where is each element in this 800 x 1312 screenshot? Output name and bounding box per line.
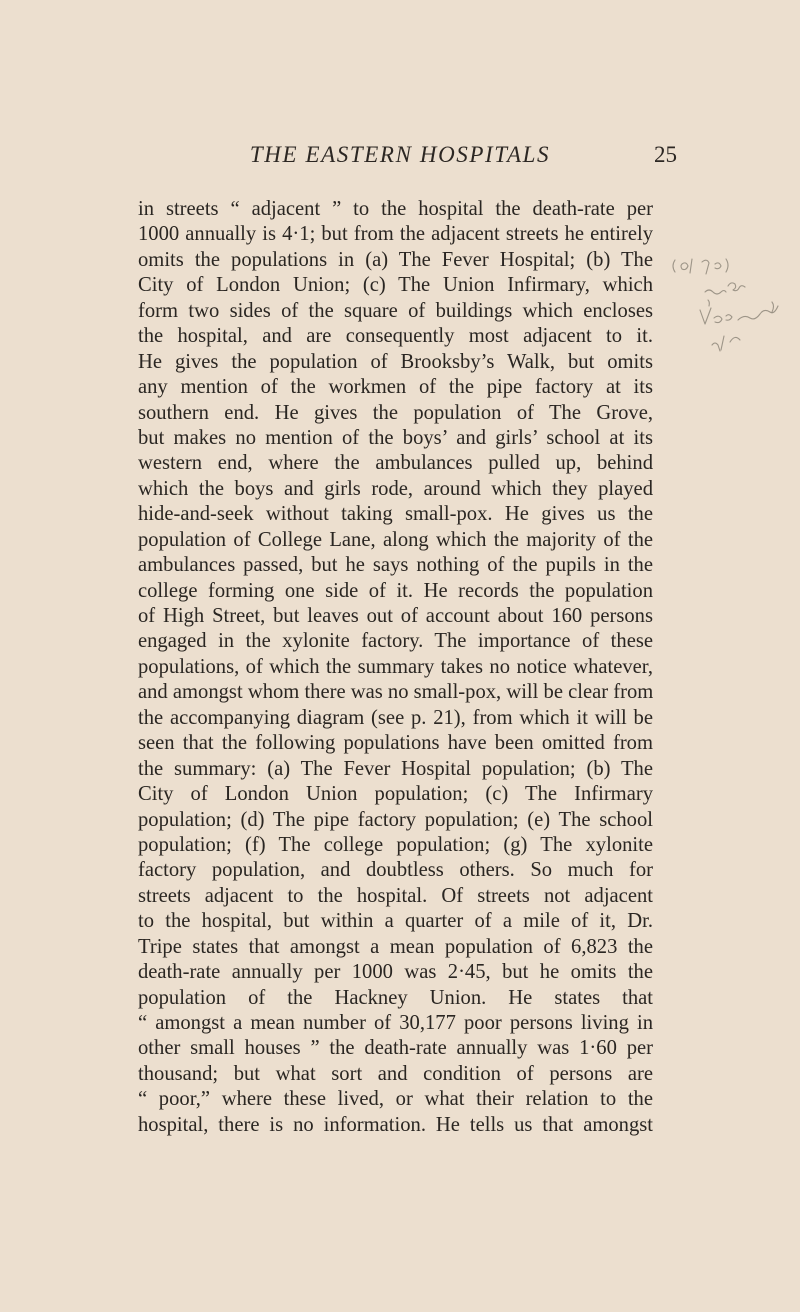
text-line: and amongst whom there was no small-pox, will be clear from bbox=[138, 681, 654, 704]
text-line: college forming one side of it. He records the population bbox=[138, 579, 653, 602]
text-line: death-rate annually per 1000 was 2·45, but he omits the bbox=[138, 961, 653, 984]
text-line: population of the Hackney Union. He states that bbox=[138, 986, 653, 1009]
text-line: in streets “ adjacent ” to the hospital the death-rate per bbox=[138, 198, 653, 220]
text-line: streets adjacent to the hospital. Of streets not adjacent bbox=[138, 884, 653, 907]
text-line: population; (f) The college population; (g) The xylonite bbox=[138, 833, 653, 856]
text-line: seen that the following populations have been omitted from bbox=[138, 732, 653, 755]
text-line: City of London Union population; (c) The Infirmary bbox=[138, 783, 653, 806]
text-line: western end, where the ambulances pulled up, behind bbox=[138, 452, 653, 475]
page-number: 25 bbox=[654, 142, 677, 167]
text-line: southern end. He gives the population of The Grove, bbox=[138, 401, 653, 424]
running-head: THE EASTERN HOSPITALS bbox=[249, 142, 551, 167]
text-line: populations, of which the summary takes no notice whatever, bbox=[138, 655, 653, 678]
text-line: thousand; but what sort and condition of persons are bbox=[138, 1062, 653, 1085]
text-line: form two sides of the square of buildings which encloses bbox=[138, 299, 653, 322]
text-line: which the boys and girls rode, around which they played bbox=[138, 477, 653, 500]
text-line: hospital, there is no information. He tells us that amongst bbox=[138, 1113, 653, 1136]
text-line: of High Street, but leaves out of account about 160 persons bbox=[138, 605, 653, 627]
handwritten-margin-note bbox=[660, 250, 800, 380]
page-header bbox=[0, 128, 800, 168]
text-line: engaged in the xylonite factory. The importance of these bbox=[138, 630, 653, 653]
text-line: “ poor,” where these lived, or what their relation to the bbox=[138, 1088, 653, 1111]
text-line: City of London Union; (c) The Union Infirmary, which bbox=[138, 274, 653, 297]
text-line: to the hospital, but within a quarter of a mile of it, Dr. bbox=[138, 910, 653, 933]
text-line: “ amongst a mean number of 30,177 poor persons living in bbox=[138, 1012, 653, 1034]
text-line: the summary: (a) The Fever Hospital population; (b) The bbox=[138, 757, 653, 780]
text-line: any mention of the workmen of the pipe factory at its bbox=[138, 376, 653, 399]
pencil-scribble-icon bbox=[660, 250, 800, 380]
text-line: 1000 annually is 4·1; but from the adjacent streets he entirely bbox=[138, 223, 653, 246]
text-line: ambulances passed, but he says nothing of the pupils in the bbox=[138, 554, 653, 577]
text-line: factory population, and doubtless others. So much for bbox=[138, 859, 653, 882]
text-line: hide-and-seek without taking small-pox. He gives us the bbox=[138, 503, 653, 526]
text-line: other small houses ” the death-rate annually was 1·60 per bbox=[138, 1037, 653, 1060]
body-text bbox=[138, 197, 653, 1138]
text-line: He gives the population of Brooksby’s Walk, but omits bbox=[138, 350, 653, 373]
text-line: population of College Lane, along which the majority of the bbox=[138, 528, 653, 551]
text-line: the accompanying diagram (see p. 21), from which it will be bbox=[138, 706, 653, 729]
text-line: the hospital, and are consequently most adjacent to it. bbox=[138, 325, 653, 348]
text-line: Tripe states that amongst a mean population of 6,823 the bbox=[138, 935, 653, 958]
text-line: population; (d) The pipe factory population; (e) The school bbox=[138, 808, 653, 831]
text-line: omits the populations in (a) The Fever Hospital; (b) The bbox=[138, 248, 653, 271]
text-line: but makes no mention of the boys’ and girls’ school at its bbox=[138, 426, 653, 449]
